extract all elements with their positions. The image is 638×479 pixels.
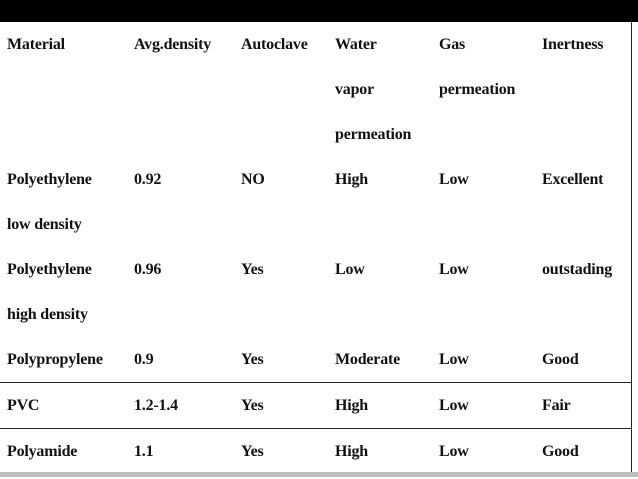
materials-table <box>0 22 638 479</box>
cell-material: Polyethylene low density <box>7 171 92 233</box>
cell-gas: Low <box>439 351 469 368</box>
cell-autoclave: Yes <box>241 443 264 460</box>
table-bottom-border <box>0 472 638 477</box>
header-water-vapor-permeation: Water vapor permeation <box>335 36 412 143</box>
table-row <box>0 247 631 337</box>
cell-autoclave: NO <box>241 171 265 188</box>
cell-water-vapor: Low <box>335 261 365 278</box>
cell-autoclave: Yes <box>241 397 264 414</box>
cell-gas: Low <box>439 397 469 414</box>
table-row <box>0 337 631 382</box>
cell-inertness: Good <box>542 443 579 460</box>
cell-inertness: Excellent <box>542 171 604 188</box>
cell-gas: Low <box>439 261 469 278</box>
cell-water-vapor: High <box>335 397 368 414</box>
header-inertness: Inertness <box>542 36 604 53</box>
cell-material: Polyamide <box>7 443 78 460</box>
cell-material: Polypropylene <box>7 351 103 368</box>
cell-density: 0.92 <box>134 171 162 188</box>
cell-density: 1.1 <box>134 443 154 460</box>
table-row <box>0 383 631 428</box>
cell-gas: Low <box>439 171 469 188</box>
cell-material: PVC <box>7 397 40 414</box>
cell-water-vapor: High <box>335 443 368 460</box>
top-black-bar <box>0 0 638 22</box>
cell-autoclave: Yes <box>241 351 264 368</box>
header-material: Material <box>7 36 65 53</box>
table-row <box>0 429 631 472</box>
cell-inertness: Good <box>542 351 579 368</box>
header-autoclave: Autoclave <box>241 36 308 53</box>
cell-density: 0.9 <box>134 351 154 368</box>
table-header-row <box>0 22 631 157</box>
header-gas-permeation: Gas permeation <box>439 36 516 98</box>
cell-density: 1.2-1.4 <box>134 397 178 414</box>
cell-autoclave: Yes <box>241 261 264 278</box>
cell-water-vapor: High <box>335 171 368 188</box>
cell-inertness: outstading <box>542 261 613 278</box>
cell-material: Polyethylene high density <box>7 261 92 323</box>
table-row <box>0 157 631 247</box>
table-right-border <box>631 22 632 472</box>
cell-density: 0.96 <box>134 261 162 278</box>
cell-water-vapor: Moderate <box>335 351 401 368</box>
cell-gas: Low <box>439 443 469 460</box>
header-avg-density: Avg.density <box>134 36 212 53</box>
cell-inertness: Fair <box>542 397 571 414</box>
